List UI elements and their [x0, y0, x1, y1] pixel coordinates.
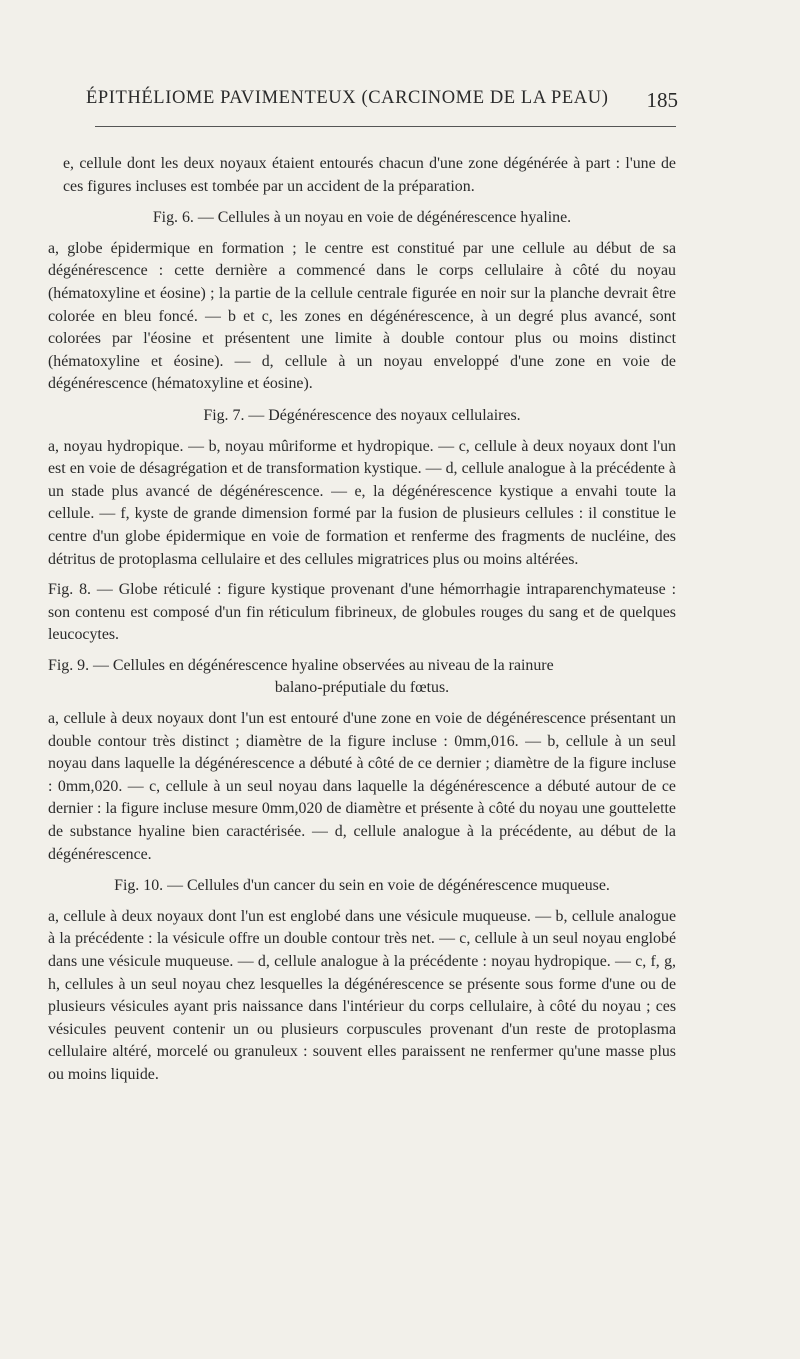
running-title: ÉPITHÉLIOME PAVIMENTEUX (CARCINOME DE LA PEAU) — [86, 88, 609, 108]
header-rule — [95, 126, 676, 127]
fig10-caption: Fig. 10. — Cellules d'un cancer du sein en voie de dégénérescence muqueuse. — [114, 877, 610, 895]
fig7-caption: Fig. 7. — Dégénérescence des noyaux cellulaires. — [203, 406, 521, 424]
paragraph-fig7: a, noyau hydropique. — b, noyau mûriforme et hydropique. — c, cellule à deux noyaux dont l'un est en voie de désagrégation et de transformation kystique. — d, cellule analogue à la précédente à un stade plus avancé de dégénérescence. — e, la dégénérescence kystique a envahi toute la cellule. — f, kyste de grande dimension formé par la fusion de plusieurs cellules : il constitue le centre d'un globe épidermique en voie de formation et renferme des fragments de nucléine, des détritus de protoplasma cellulaire et des cellules migratrices plus ou moins altérées. — [48, 437, 676, 568]
spacer — [48, 647, 676, 655]
page-number: 185 — [646, 88, 678, 112]
paragraph-fig9: a, cellule à deux noyaux dont l'un est entouré d'une zone en voie de dégénérescence présentant un double contour très distinct ; diamètre de la figure incluse : 0mm,016. — b, cellule à un seul noyau dans laquelle la dégénérescence a débuté à côté de ce dernier ; diamètre de la figure incluse : 0mm,020. — c, cellule à un seul noyau dans laquelle la dégénérescence a débuté autour de ce dernier : la figure incluse mesure 0mm,020 de diamètre et présente à côté du noyau une gouttelette de substance hyaline bien caractérisée. — d, cellule analogue à la précédente, au début de la dégénérescence. — [48, 710, 676, 863]
paragraph-fig6: a, globe épidermique en formation ; le centre est constitué par une cellule au début de sa dégénérescence : cette dernière a commencé dans le corps cellulaire à côté du noyau (hématoxyline et éosine) ; la partie de la cellule centrale figurée en noir sur la planche devrait être colorée en bleu foncé. — b et c, les zones en dégénérescence, à un degré plus avancé, sont colorées par l'éosine et présentent une limite à double contour plus ou moins distinct (hématoxyline et éosine). — d, cellule à un noyau enveloppé d'une zone en voie de dégénérescence (hématoxyline et éosine). — [48, 239, 676, 393]
fig9-caption-line1: Fig. 9. — Cellules en dégénérescence hyaline observées au niveau de la rainure — [48, 656, 554, 674]
paragraph-fig5-e: e, cellule dont les deux noyaux étaient entourés chacun d'une zone dégénérée à part : l'une de ces figures incluses est tombée par un accident de la préparation. — [63, 155, 676, 195]
paragraph-fig8: Fig. 8. — Globe réticulé : figure kystique provenant d'une hémorrhagie intraparenchymateuse : son contenu est composé d'un fin réticulum fibrineux, de globules rouges du sang et de quelques leucocytes. — [48, 581, 676, 644]
paragraph-fig10: a, cellule à deux noyaux dont l'un est englobé dans une vésicule muqueuse. — b, cellule analogue à la précédente : la vésicule offre un double contour très net. — c, cellule à un seul noyau englobé dans une vésicule muqueuse. — d, cellule analogue à la précédente : noyau hydropique. — c, f, g, h, cellules à un seul noyau chez lesquelles la dégénérescence se présente sous forme d'une ou de plusieurs vésicules ayant pris naissance dans l'intérieur du corps cellulaire, à côté du noyau ; ces vésicules peuvent contenir un ou plusieurs corpuscules provenant d'un reste de protoplasma cellulaire altéré, morcelé ou granuleux : souvent elles paraissent ne renfermer qu'une masse plus ou moins liquide. — [48, 907, 676, 1083]
fig6-caption: Fig. 6. — Cellules à un noyau en voie de dégénérescence hyaline. — [152, 209, 572, 227]
spacer — [48, 571, 676, 579]
page-body — [48, 153, 676, 1087]
fig9-caption-line2: balano-préputiale du fœtus. — [274, 679, 450, 697]
running-header — [86, 88, 678, 112]
